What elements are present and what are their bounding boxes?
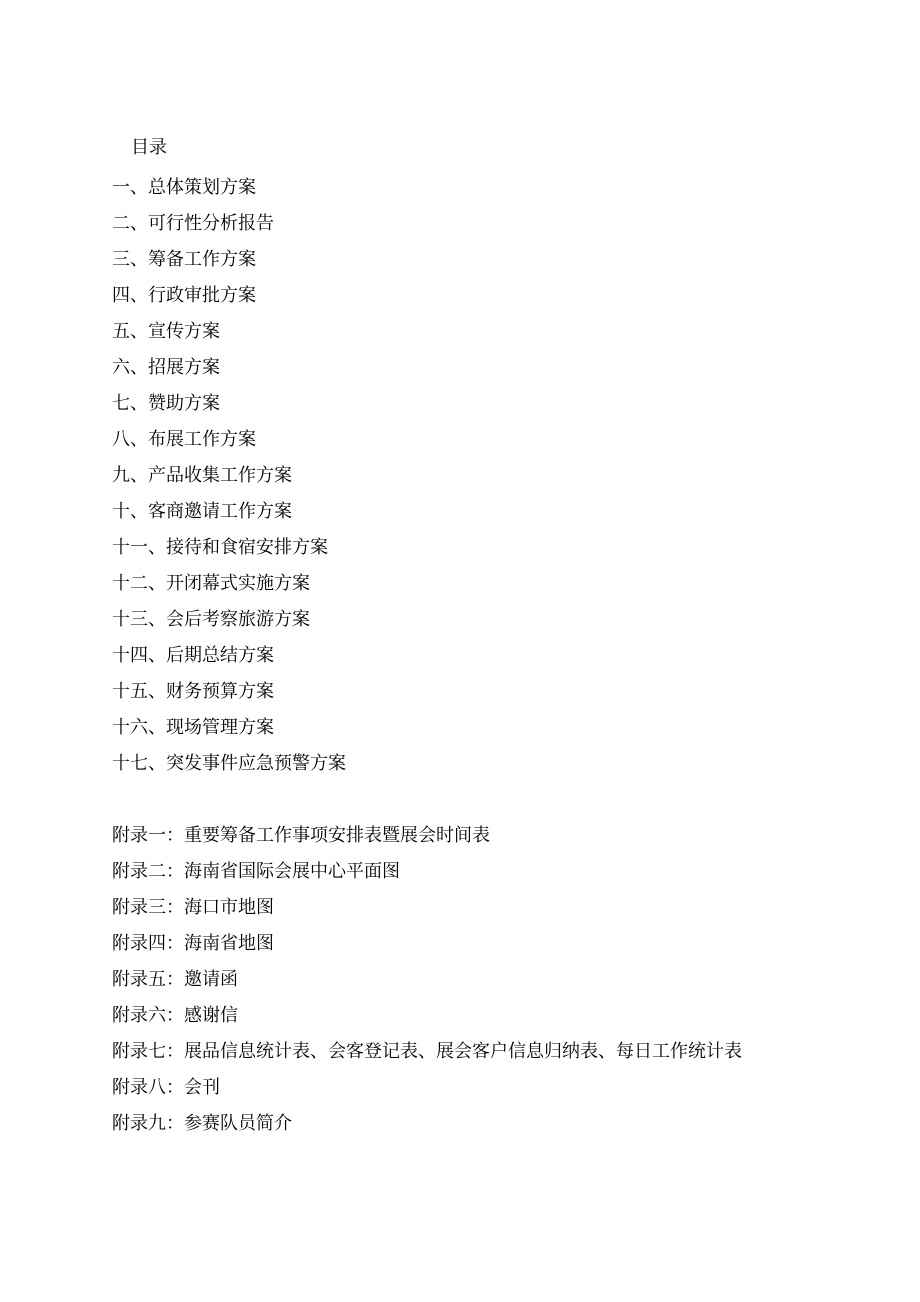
toc-item: 三、筹备工作方案 [112,249,256,270]
toc-item: 十七、突发事件应急预警方案 [112,753,346,774]
appendix-item: 附录六：感谢信 [112,1005,238,1026]
toc-item: 十三、会后考察旅游方案 [112,609,310,630]
toc-item: 九、产品收集工作方案 [112,465,292,486]
toc-item: 二、可行性分析报告 [112,213,274,234]
appendix-item: 附录九：参赛队员简介 [112,1113,292,1134]
toc-item: 五、宣传方案 [112,321,220,342]
toc-title: 目录 [131,137,167,158]
toc-section-list [112,170,346,782]
appendix-item: 附录一：重要筹备工作事项安排表暨展会时间表 [112,825,490,846]
toc-item: 十二、开闭幕式实施方案 [112,573,310,594]
toc-item: 十五、财务预算方案 [112,681,274,702]
toc-item: 一、总体策划方案 [112,177,256,198]
toc-item: 十四、后期总结方案 [112,645,274,666]
appendix-item: 附录五：邀请函 [112,969,238,990]
toc-item: 四、行政审批方案 [112,285,256,306]
toc-item: 十六、现场管理方案 [112,717,274,738]
appendix-item: 附录四：海南省地图 [112,933,274,954]
appendix-item: 附录三：海口市地图 [112,897,274,918]
toc-item: 七、赞助方案 [112,393,220,414]
toc-item: 六、招展方案 [112,357,220,378]
appendix-item: 附录二：海南省国际会展中心平面图 [112,861,400,882]
appendix-item: 附录八：会刊 [112,1077,220,1098]
toc-item: 八、布展工作方案 [112,429,256,450]
toc-item: 十一、接待和食宿安排方案 [112,537,328,558]
appendix-list [112,818,742,1142]
toc-item: 十、客商邀请工作方案 [112,501,292,522]
appendix-item: 附录七：展品信息统计表、会客登记表、展会客户信息归纳表、每日工作统计表 [112,1041,742,1062]
